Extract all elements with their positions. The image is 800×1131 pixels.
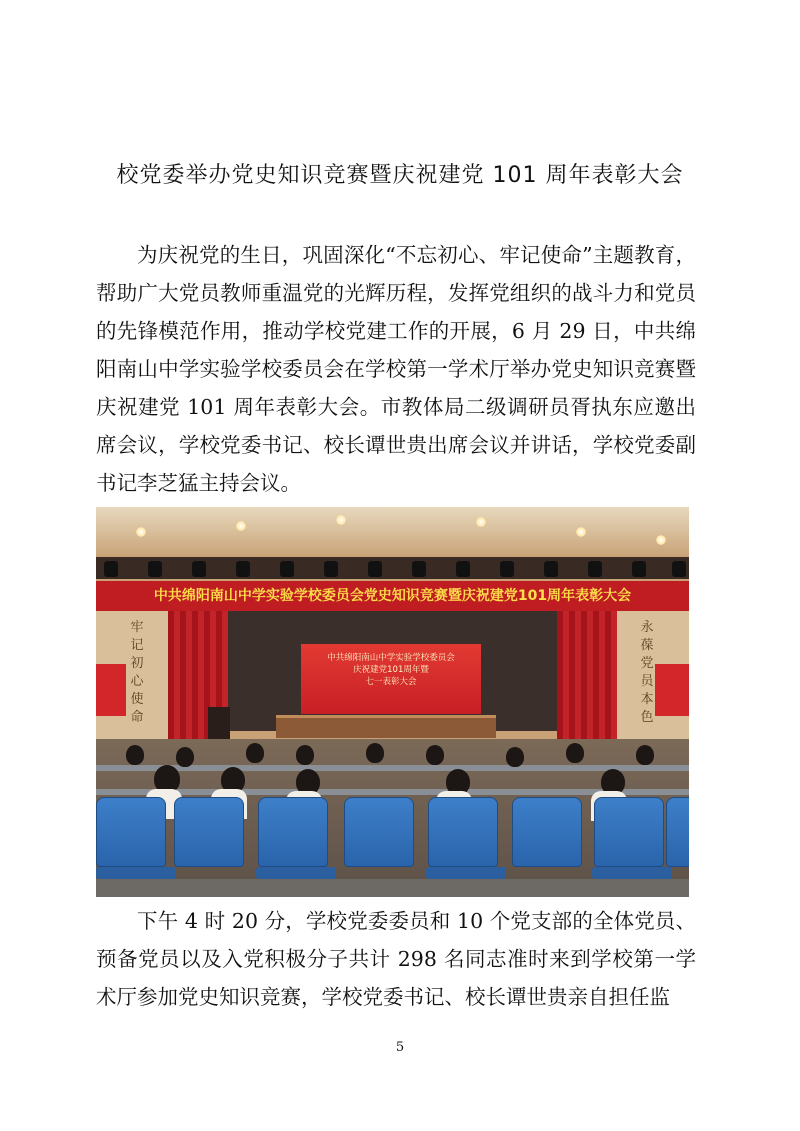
pillar-slogan-left: 牢记初心使命 xyxy=(130,620,144,725)
stage-screen xyxy=(301,644,481,714)
spotlight xyxy=(672,561,686,577)
attendee xyxy=(296,745,314,765)
spotlight xyxy=(280,561,294,577)
chair-seat xyxy=(426,867,506,879)
spotlight xyxy=(632,561,646,577)
spotlight xyxy=(412,561,426,577)
spotlight xyxy=(104,561,118,577)
attendee xyxy=(366,743,384,763)
page-number: 5 xyxy=(395,1040,405,1055)
attendee xyxy=(636,745,654,765)
spotlight xyxy=(544,561,558,577)
ceiling-lamp xyxy=(476,517,486,527)
ceiling-lamp xyxy=(656,535,666,545)
chair-seat xyxy=(96,867,176,879)
spotlight xyxy=(148,561,162,577)
ceiling xyxy=(96,507,689,555)
side-screen-right xyxy=(655,664,689,716)
spotlight xyxy=(324,561,338,577)
spotlight xyxy=(588,561,602,577)
curtain-right xyxy=(557,611,617,751)
attendee xyxy=(566,743,584,763)
auditorium-chair xyxy=(512,797,582,867)
auditorium-chair xyxy=(96,797,166,867)
chair-seat xyxy=(592,867,672,879)
spotlight xyxy=(192,561,206,577)
event-photo xyxy=(96,507,689,897)
pillar-slogan-right: 永葆党员本色 xyxy=(640,620,654,725)
page-title: 校党委举办党史知识竞赛暨庆祝建党 101 周年表彰大会 xyxy=(116,163,684,188)
rostrum-table xyxy=(276,715,496,738)
screen-line: 七一表彰大会 xyxy=(365,677,417,687)
auditorium-chair xyxy=(174,797,244,867)
auditorium-chair xyxy=(428,797,498,867)
auditorium-chair xyxy=(258,797,328,867)
body-paragraph-1: 为庆祝党的生日，巩固深化“不忘初心、牢记使命”主题教育，帮助广大党员教师重温党的光辉历程，发挥党组织的战斗力和党员的先锋模范作用，推动学校党建工作的开展，6 月 29 日，中共绵阳南山中学实验学校委员会在学校第一学术厅举办党史知识竞赛暨庆祝建党 101 周年表彰大会。市教体局二级调研员胥执东应邀出席会议，学校党委书记、校长谭世贵出席会议并讲话，学校党委副书记李芝猛主持会议。 xyxy=(96,243,696,495)
screen-line: 中共绵阳南山中学实验学校委员会 xyxy=(327,653,455,663)
auditorium-chair xyxy=(344,797,414,867)
ceiling-lamp xyxy=(576,527,586,537)
ceiling-lamp xyxy=(136,527,146,537)
attendee xyxy=(426,745,444,765)
attendee xyxy=(506,747,524,767)
spotlight xyxy=(236,561,250,577)
side-screen-left xyxy=(96,664,126,716)
spotlight xyxy=(368,561,382,577)
ceiling-lamp xyxy=(336,515,346,525)
ceiling-lamp xyxy=(236,521,246,531)
attendee xyxy=(126,745,144,765)
auditorium-chair xyxy=(666,797,689,867)
screen-line: 庆祝建党101周年暨 xyxy=(353,665,429,675)
attendee xyxy=(176,747,194,767)
body-paragraph-2: 下午 4 时 20 分，学校党委委员和 10 个党支部的全体党员、预备党员以及入党积极分子共计 298 名同志准时来到学校第一学术厅参加党史知识竞赛，学校党委书记、校长谭世贵亲自担任监 xyxy=(96,909,696,1009)
podium xyxy=(208,707,230,741)
event-banner: 中共绵阳南山中学实验学校委员会党史知识竞赛暨庆祝建党101周年表彰大会 xyxy=(96,581,689,611)
attendee xyxy=(246,743,264,763)
auditorium-chair xyxy=(594,797,664,867)
floor xyxy=(96,879,689,897)
spotlight xyxy=(456,561,470,577)
spotlight xyxy=(500,561,514,577)
chair-seat xyxy=(256,867,336,879)
